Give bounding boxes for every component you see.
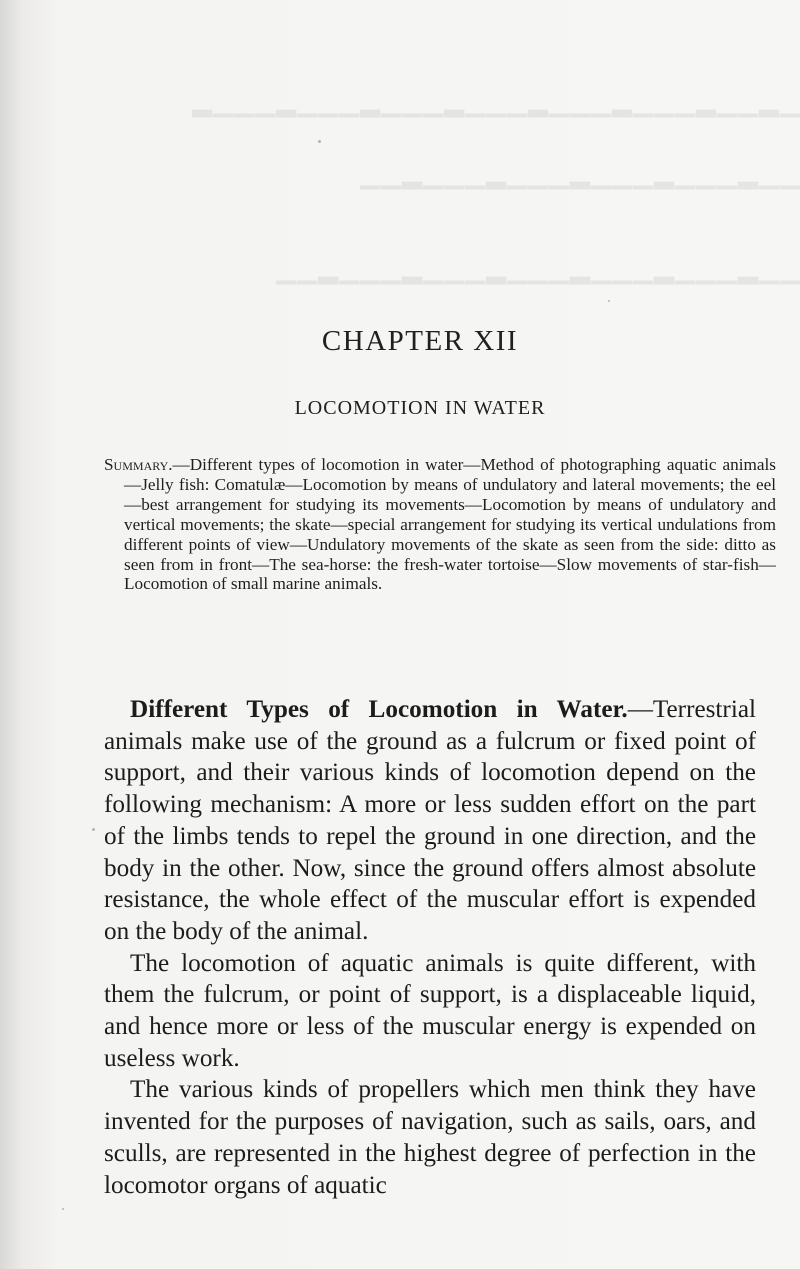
paper-speck: [62, 1208, 64, 1210]
show-through-line: ▁▂▁▁▂▁▁▁▂▁▁▁▂▁▁▁▂▁▁▁▂▁▁▁▂▁▁▁▂: [191, 88, 800, 117]
paragraph: The various kinds of propellers which men think they have invented for the purposes of navigation, such as sails, oars, and sculls, are represented in the highest degree of perfection in the locomotor organs of aquatic: [104, 1076, 756, 1199]
paper-speck: [318, 140, 321, 143]
paragraph: The locomotion of aquatic animals is quite different, with them the fulcrum, or point of support, is a displaceable liquid, and hence more or less of the muscular energy is expended on useless work.: [104, 949, 756, 1072]
paragraph: [104, 694, 756, 948]
paragraph-text: —Terrestrial animals make use of the ground as a fulcrum or fixed point of support, and their various kinds of locomotion depend on the following mechanism: A more or less sudden effort on the part of the limbs tends to repel the ground in one direction, and the body in the other. Now, since the ground offers almost absolute resistance, the whole effect of the muscular effort is expended on the body of the animal.: [104, 696, 756, 945]
chapter-subtitle: LOCOMOTION IN WATER: [294, 397, 546, 419]
show-through-line: ▁▁▂▁▁▁▂▁▁▁▂▁▁▁▂▁▁▁▂▁▁: [359, 160, 800, 189]
section-heading: Different Types of Locomotion in Water.: [130, 696, 628, 723]
show-through-line: ▁▁▂▁▁▁▂▁▁▁▂▁▁▁▂▁▁▁▂▁▁▁▂▁▁: [275, 255, 800, 284]
chapter-title: CHAPTER XII: [321, 325, 519, 357]
summary-text: —Different types of locomotion in water—Method of photographing aquatic animals—Jelly fish: Comatulæ—Locomotion by means of undulatory and lateral movements; the eel—best arrangement for studying its movements—Locomotion by means of undulatory and vertical movements; the skate—special arrangement for studying its vertical undulations from different points of view—Undulatory movements of the skate as seen from the side: ditto as seen from in front—The sea-horse: the fresh-water tortoise—Slow movements of star-fish—Locomotion of small marine animals.: [124, 455, 776, 594]
body-text: [104, 694, 756, 1201]
paper-speck: [92, 828, 95, 831]
summary-lead: Summary.: [104, 455, 173, 474]
chapter-summary: [104, 455, 776, 594]
paper-speck: [608, 300, 610, 302]
